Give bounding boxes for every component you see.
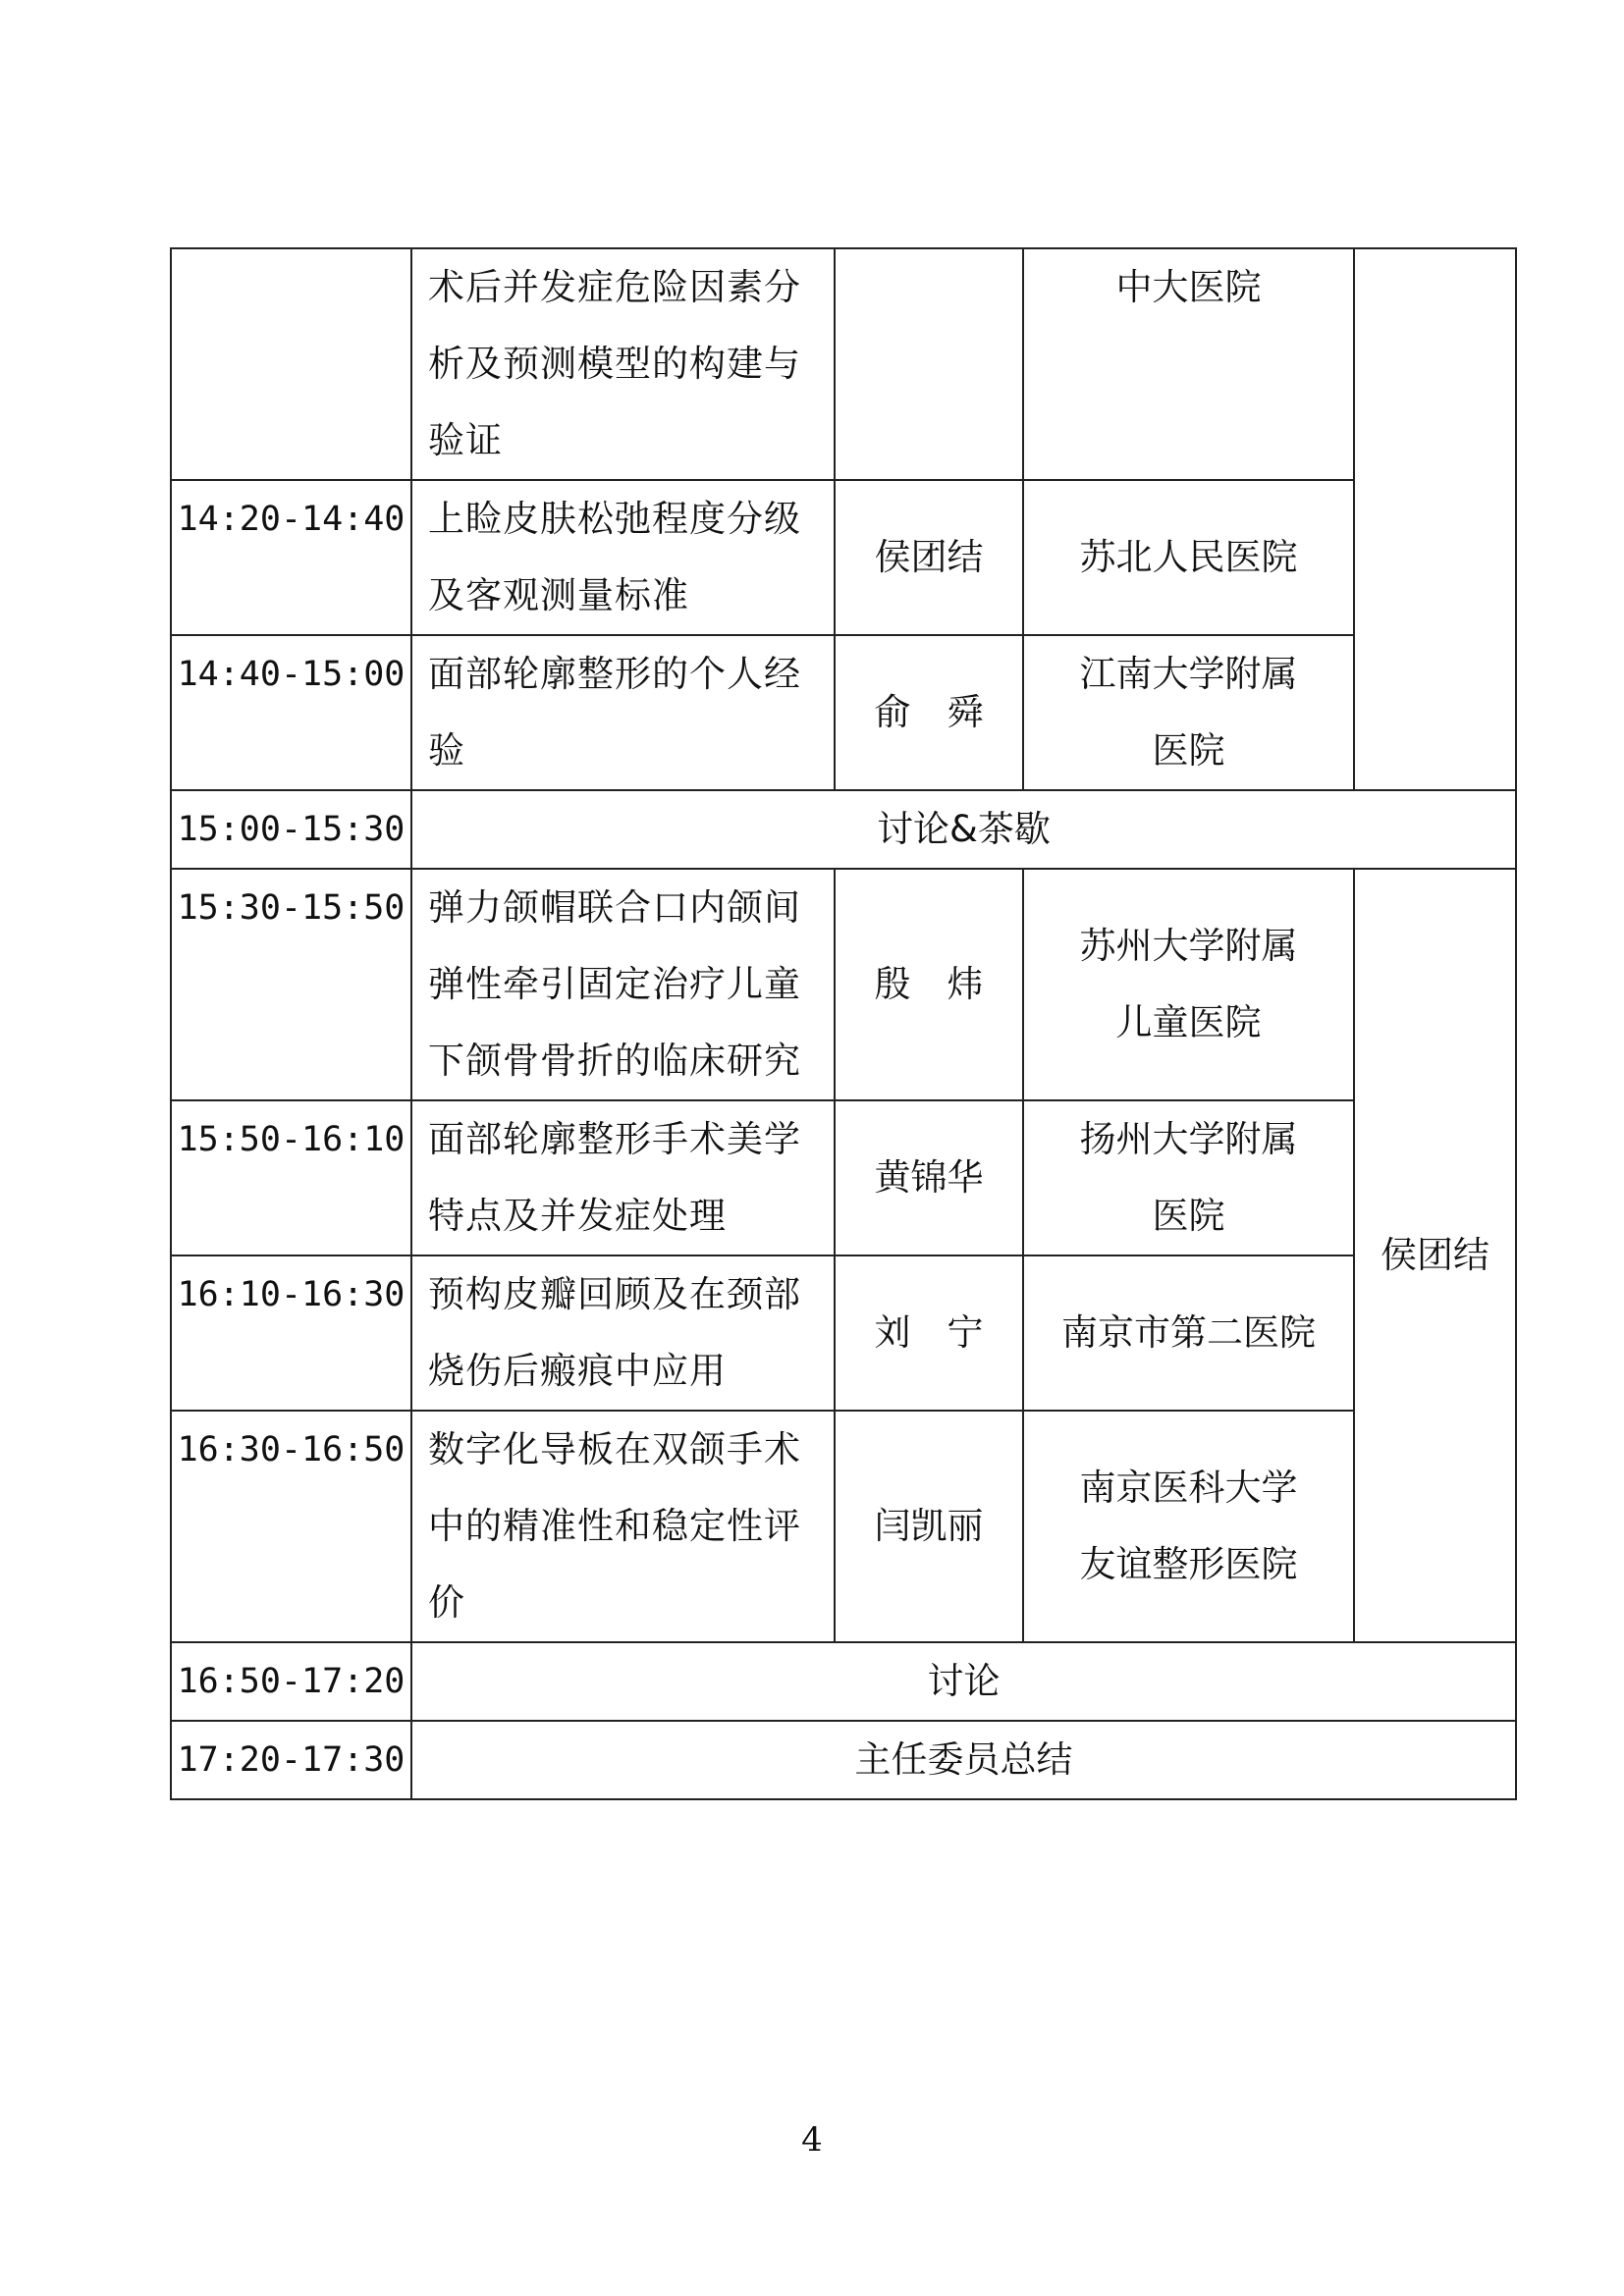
- institution-line: 友谊整形医院: [1079, 1543, 1298, 1585]
- institution-line: 中大医院: [1115, 266, 1262, 308]
- time-cell: 14:20-14:40: [171, 480, 411, 635]
- table-row: [171, 248, 1516, 480]
- institution-cell: [1023, 869, 1354, 1100]
- topic-line: 弹力颌帽联合口内颌间: [428, 886, 801, 929]
- speaker-cell: 黄锦华: [835, 1100, 1023, 1255]
- speaker-cell: 闫凯丽: [835, 1411, 1023, 1642]
- topic-cell: [411, 869, 835, 1100]
- institution-cell: [1023, 1411, 1354, 1642]
- institution-line: 医院: [1152, 729, 1225, 772]
- time-cell: 15:50-16:10: [171, 1100, 411, 1255]
- institution-line: 苏北人民医院: [1079, 536, 1298, 578]
- topic-line: 术后并发症危险因素分: [428, 266, 801, 308]
- speaker-cell: [835, 248, 1023, 480]
- table-row: [171, 869, 1516, 1100]
- speaker-cell: 俞 舜: [835, 635, 1023, 790]
- time-cell: 16:50-17:20: [171, 1642, 411, 1721]
- topic-cell: [411, 1411, 835, 1642]
- institution-cell: [1023, 635, 1354, 790]
- topic-cell: [411, 635, 835, 790]
- time-cell: 17:20-17:30: [171, 1721, 411, 1799]
- table-row: [171, 1721, 1516, 1799]
- discussion-cell: 讨论: [411, 1642, 1516, 1721]
- topic-line: 面部轮廓整形手术美学: [428, 1118, 801, 1160]
- topic-line: 面部轮廓整形的个人经: [428, 653, 801, 695]
- topic-cell: [411, 480, 835, 635]
- topic-line: 预构皮瓣回顾及在颈部: [428, 1273, 801, 1315]
- schedule-table: [170, 247, 1517, 1800]
- topic-line: 及客观测量标准: [428, 574, 689, 616]
- table-row: [171, 1411, 1516, 1642]
- summary-cell: 主任委员总结: [411, 1721, 1516, 1799]
- topic-line: 析及预测模型的构建与: [428, 343, 801, 385]
- table-row: [171, 790, 1516, 869]
- topic-line: 验证: [428, 419, 503, 461]
- institution-cell: [1023, 248, 1354, 480]
- institution-line: 扬州大学附属: [1079, 1118, 1298, 1160]
- break-cell: 讨论&茶歇: [411, 790, 1516, 869]
- topic-cell: [411, 1255, 835, 1411]
- topic-line: 价: [428, 1581, 465, 1624]
- time-cell: 16:30-16:50: [171, 1411, 411, 1642]
- speaker-cell: 侯团结: [835, 480, 1023, 635]
- institution-line: 江南大学附属: [1079, 653, 1298, 695]
- time-cell: [171, 248, 411, 480]
- topic-line: 上睑皮肤松弛程度分级: [428, 498, 801, 540]
- table-row: [171, 1100, 1516, 1255]
- institution-cell: [1023, 480, 1354, 635]
- topic-cell: [411, 1100, 835, 1255]
- institution-line: 医院: [1152, 1195, 1225, 1237]
- institution-line: 南京医科大学: [1079, 1467, 1298, 1509]
- time-cell: 15:30-15:50: [171, 869, 411, 1100]
- topic-line: 弹性牵引固定治疗儿童: [428, 963, 801, 1005]
- topic-line: 中的精准性和稳定性评: [428, 1505, 801, 1547]
- topic-line: 验: [428, 729, 465, 772]
- time-cell: 16:10-16:30: [171, 1255, 411, 1411]
- chair-cell-empty: [1354, 248, 1516, 790]
- topic-line: 下颌骨骨折的临床研究: [428, 1040, 801, 1082]
- speaker-cell: 殷 炜: [835, 869, 1023, 1100]
- chair-cell: 侯团结: [1354, 869, 1516, 1642]
- page-number: 4: [801, 2120, 823, 2160]
- table-row: [171, 1642, 1516, 1721]
- table-row: [171, 1255, 1516, 1411]
- topic-line: 数字化导板在双颌手术: [428, 1428, 801, 1470]
- institution-line: 南京市第二医院: [1061, 1311, 1316, 1354]
- topic-line: 烧伤后瘢痕中应用: [428, 1350, 727, 1392]
- speaker-cell: 刘 宁: [835, 1255, 1023, 1411]
- topic-line: 特点及并发症处理: [428, 1195, 727, 1237]
- time-cell: 15:00-15:30: [171, 790, 411, 869]
- institution-cell: [1023, 1255, 1354, 1411]
- table-row: [171, 635, 1516, 790]
- table-row: [171, 480, 1516, 635]
- topic-cell: [411, 248, 835, 480]
- institution-line: 儿童医院: [1115, 1001, 1262, 1043]
- time-cell: 14:40-15:00: [171, 635, 411, 790]
- institution-cell: [1023, 1100, 1354, 1255]
- institution-line: 苏州大学附属: [1079, 925, 1298, 967]
